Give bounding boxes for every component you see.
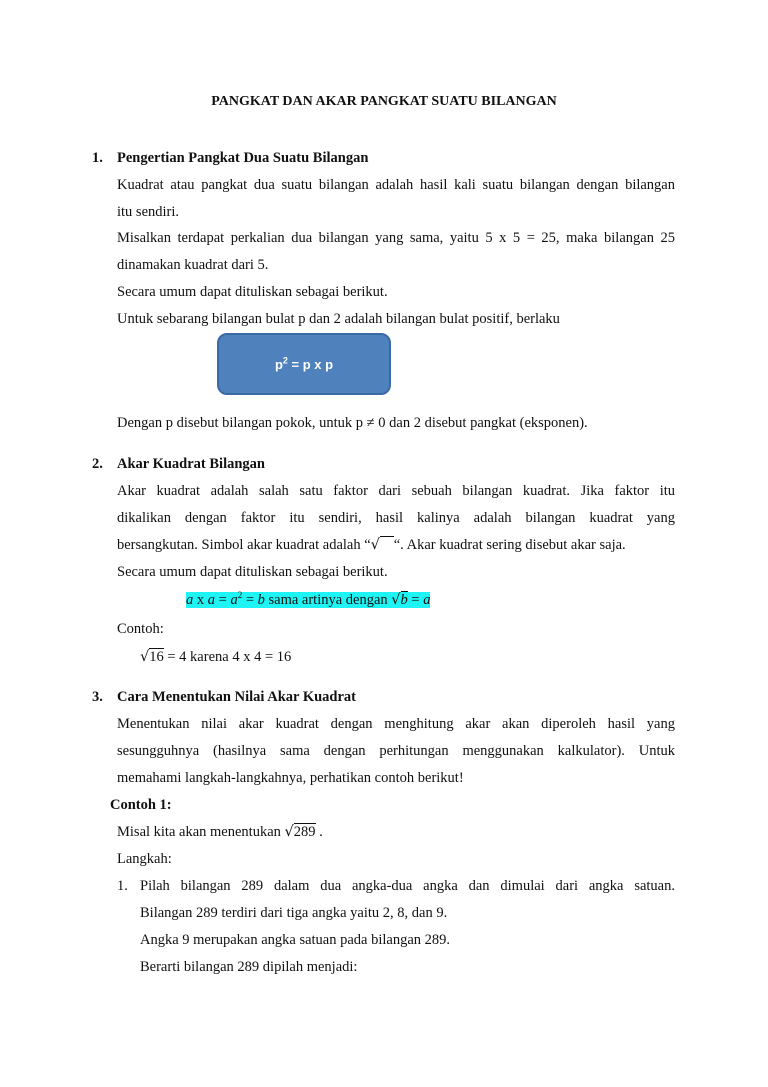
section-1-line-6: Untuk sebarang bilangan bulat p dan 2 adalah bilangan bulat positif, berlaku <box>117 311 560 327</box>
step-1-number: 1. <box>117 878 128 894</box>
formula-highlight-right: √b = a <box>391 592 431 608</box>
section-2-number: 2. <box>92 456 103 472</box>
section-1-line-3: Misalkan terdapat perkalian dua bilangan yang sama, yaitu 5 x 5 = 25, maka bilangan 25 <box>117 230 675 246</box>
section-1-heading: Pengertian Pangkat Dua Suatu Bilangan <box>117 150 369 166</box>
example-sqrt-16: √16 = 4 karena 4 x 4 = 16 <box>140 649 292 665</box>
formula-highlight-left: a x $a = a^2 = b$ sama artinya dengan <box>186 590 392 608</box>
section-1-line-5: Secara umum dapat dituliskan sebagai berikut. <box>117 284 388 300</box>
step-1-line-2: Bilangan 289 terdiri dari tiga angka yaitu 2, 8, dan 9. <box>140 905 448 921</box>
step-1-line-3: Angka 9 merupakan angka satuan pada bilangan 289. <box>140 932 451 948</box>
section-2-line-2: dikalikan dengan faktor itu sendiri, hasil kalinya adalah bilangan kuadrat yang <box>117 510 675 526</box>
section-3-heading: Cara Menentukan Nilai Akar Kuadrat <box>117 689 357 705</box>
section-2-line-3: bersangkutan. Simbol akar kuadrat adalah “√ “. Akar kuadrat sering disebut akar saja. <box>117 537 626 553</box>
formula-text: $p^2 = p$ x p <box>274 355 334 372</box>
formula-box <box>217 333 391 395</box>
section-3-line-2: sesungguhnya (hasilnya sama dengan perhitungan menggunakan kalkulator). Untuk <box>117 743 675 759</box>
section-1-line-4: dinamakan kuadrat dari 5. <box>117 257 269 273</box>
section-3-number: 3. <box>92 689 103 705</box>
section-1-line-1: Kuadrat atau pangkat dua suatu bilangan adalah hasil kali suatu bilangan dengan bilangan <box>117 177 675 193</box>
section-3-line-1: Menentukan nilai akar kuadrat dengan menghitung akar akan diperoleh hasil yang <box>117 716 675 732</box>
langkah-label: Langkah: <box>117 851 172 867</box>
step-1-line-4: Berarti bilangan 289 dipilah menjadi: <box>140 959 358 975</box>
section-1-line-7: Dengan p disebut bilangan pokok, untuk p ≠ 0 dan 2 disebut pangkat (eksponen). <box>117 415 588 431</box>
section-1-line-2: itu sendiri. <box>117 204 180 220</box>
sqrt-symbol-icon: √ <box>371 536 394 553</box>
contoh-label: Contoh: <box>117 621 164 637</box>
section-1-number: 1. <box>92 150 103 166</box>
step-1-line-1: Pilah bilangan 289 dalam dua angka-dua angka dan dimulai dari angka satuan. <box>140 878 675 894</box>
section-2-line-1: Akar kuadrat adalah salah satu faktor dari sebuah bilangan kuadrat. Jika faktor itu <box>117 483 675 499</box>
section-2-heading: Akar Kuadrat Bilangan <box>117 456 265 472</box>
section-3-line-3: memahami langkah-langkahnya, perhatikan contoh berikut! <box>117 770 464 786</box>
highlighted-formula <box>186 591 430 609</box>
section-2-line-4: Secara umum dapat dituliskan sebagai berikut. <box>117 564 388 580</box>
contoh-1-label: Contoh 1: <box>110 797 172 813</box>
section-3-line-4: Misal kita akan menentukan √289 . <box>117 824 323 840</box>
page-title: PANGKAT DAN AKAR PANGKAT SUATU BILANGAN <box>211 94 557 109</box>
